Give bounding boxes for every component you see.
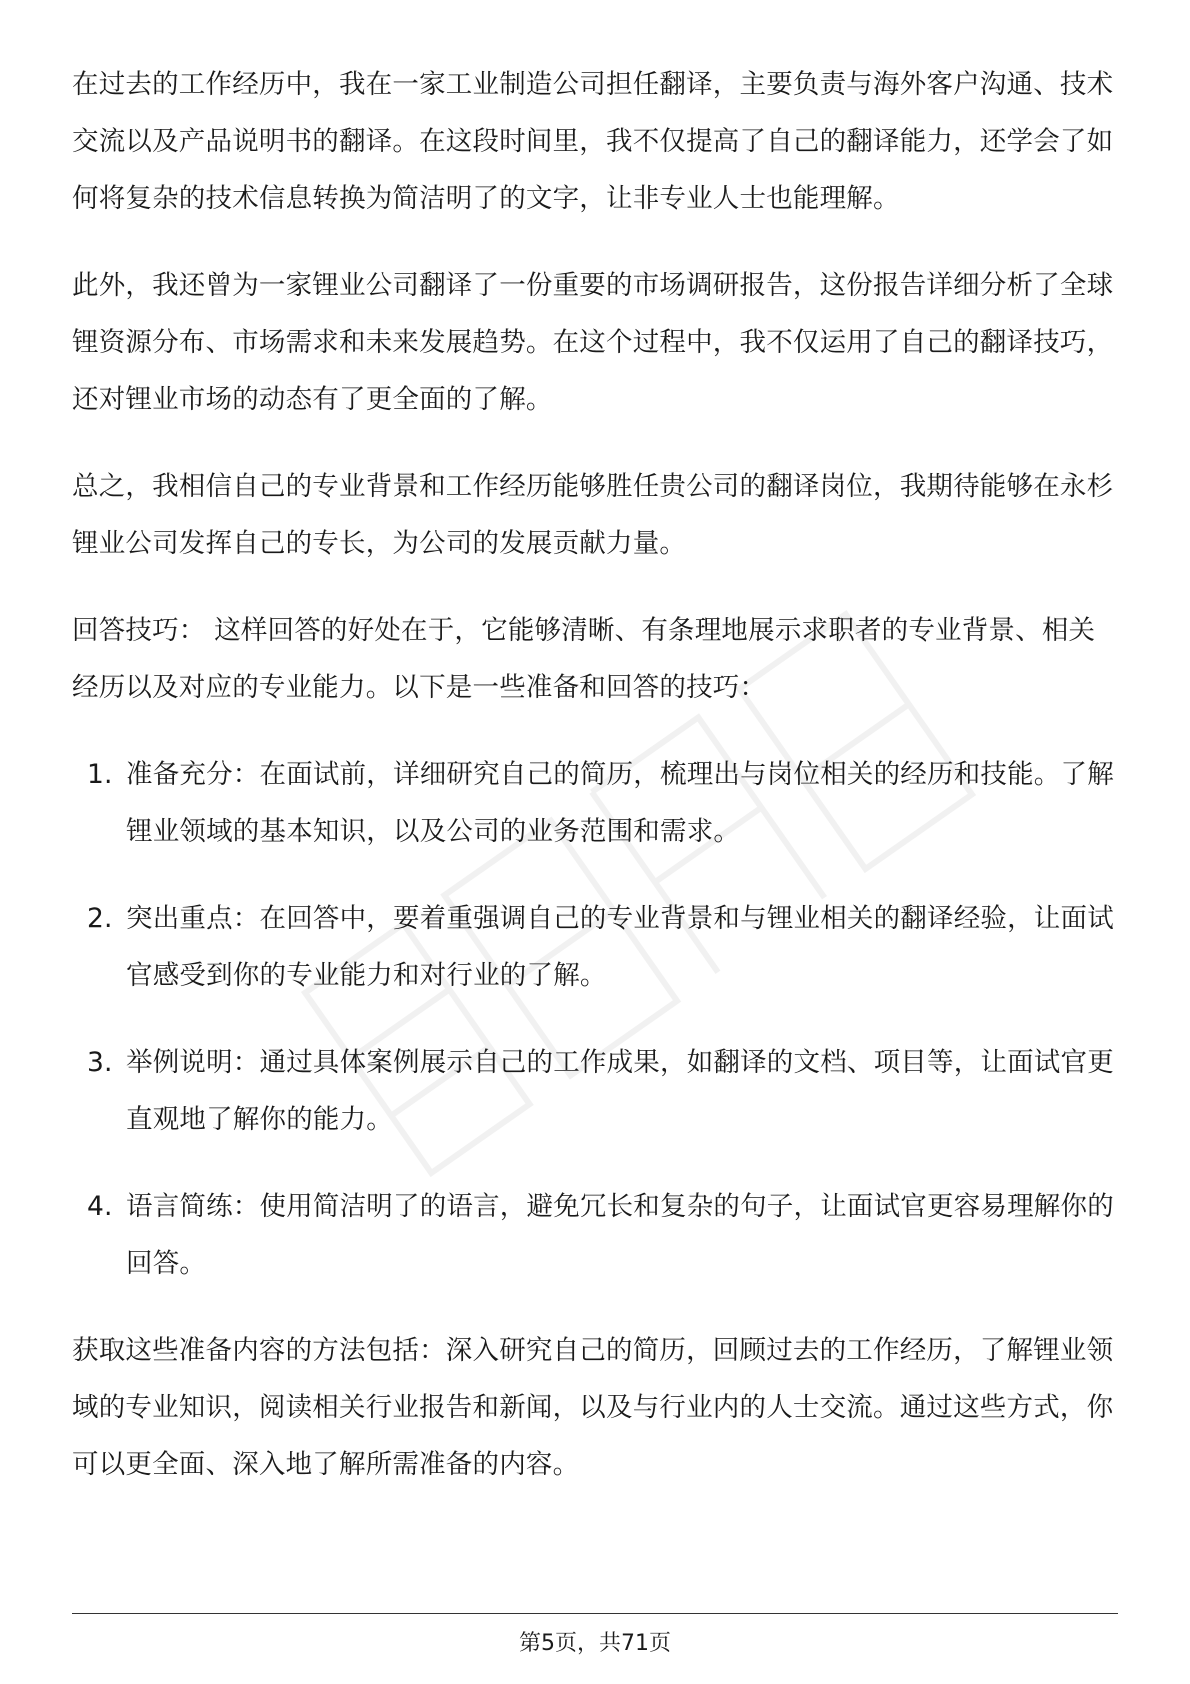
list-item-number: 3.: [87, 1047, 113, 1078]
main-content: [72, 56, 1118, 1523]
paragraph-answer-tips: 回答技巧： 这样回答的好处在于，它能够清晰、有条理地展示求职者的专业背景、相关经历以及对应的专业能力。以下是一些准备和回答的技巧：: [72, 615, 1096, 703]
page-number: 第5页，共71页: [519, 1631, 671, 1656]
paragraph-market-report: 此外，我还曾为一家锂业公司翻译了一份重要的市场调研报告，这份报告详细分析了全球锂资源分布、市场需求和未来发展趋势。在这个过程中，我不仅运用了自己的翻译技巧，还对锂业市场的动态有了更全面的了解。: [72, 270, 1114, 415]
list-item-text: 举例说明：通过具体案例展示自己的工作成果，如翻译的文档、项目等，让面试官更直观地了解你的能力。: [126, 1047, 1114, 1135]
list-item: [72, 746, 1118, 860]
list-item: [72, 1034, 1118, 1148]
footer-divider: [72, 1613, 1118, 1614]
list-item-text: 突出重点：在回答中，要着重强调自己的专业背景和与锂业相关的翻译经验，让面试官感受到你的专业能力和对行业的了解。: [126, 903, 1114, 991]
list-item-number: 4.: [87, 1191, 113, 1222]
list-item-number: 2.: [87, 903, 113, 934]
paragraph-closing: 获取这些准备内容的方法包括：深入研究自己的简历，回顾过去的工作经历，了解锂业领域的专业知识，阅读相关行业报告和新闻，以及与行业内的人士交流。通过这些方式，你可以更全面、深入地了解所需准备的内容。: [72, 1335, 1114, 1480]
list-item: [72, 890, 1118, 1004]
tips-list: [72, 746, 1118, 1292]
list-item-text: 准备充分：在面试前，详细研究自己的简历，梳理出与岗位相关的经历和技能。了解锂业领域的基本知识，以及公司的业务范围和需求。: [126, 759, 1114, 847]
list-item-number: 1.: [87, 759, 113, 790]
paragraph-summary: 总之，我相信自己的专业背景和工作经历能够胜任贵公司的翻译岗位，我期待能够在永杉锂业公司发挥自己的专长，为公司的发展贡献力量。: [72, 471, 1114, 559]
list-item-text: 语言简练：使用简洁明了的语言，避免冗长和复杂的句子，让面试官更容易理解你的回答。: [126, 1191, 1114, 1279]
paragraph-work-experience: 在过去的工作经历中，我在一家工业制造公司担任翻译，主要负责与海外客户沟通、技术交流以及产品说明书的翻译。在这段时间里，我不仅提高了自己的翻译能力，还学会了如何将复杂的技术信息转换为简洁明了的文字，让非专业人士也能理解。: [72, 69, 1114, 214]
list-item: [72, 1178, 1118, 1292]
